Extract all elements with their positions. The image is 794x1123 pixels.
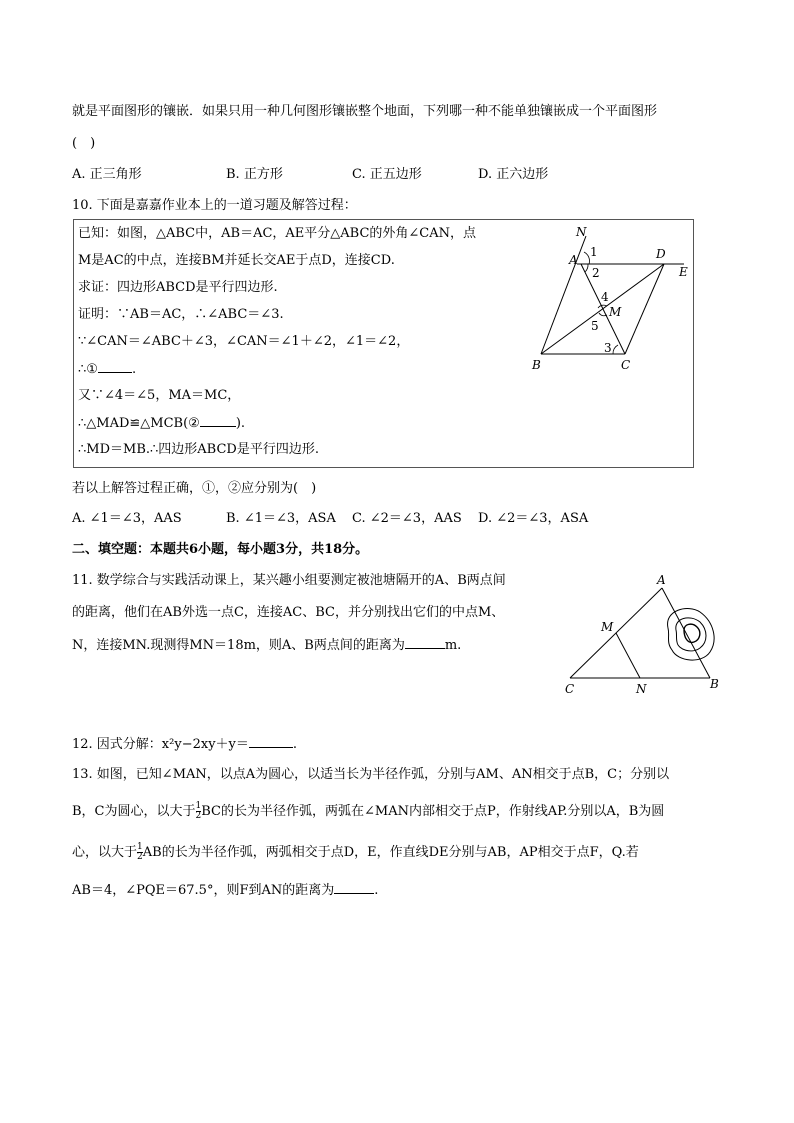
proof-line-4: 证明：∵AB＝AC，∴∠ABC＝∠3. [78, 307, 284, 322]
fig11-label-a: A [657, 573, 666, 587]
q12-blank [249, 735, 293, 748]
q13-line-4 [72, 881, 378, 900]
q13-line-2b: BC的长为半径作弧，两弧在∠MAN内部相交于点P，作射线AP.分别以A，B为圆 [201, 804, 665, 819]
proof-line-6 [78, 360, 136, 379]
proof-line-6-text: ∴① [78, 362, 98, 377]
q13-line-2a: B，C为圆心，以大于 [72, 804, 196, 819]
fig10-label-d: D [656, 247, 666, 261]
q10-options [72, 510, 672, 528]
q13-frac-1-den: 2 [195, 811, 202, 821]
q12-text: 12. 因式分解：x²y−2xy＋y＝ [72, 737, 249, 752]
q11-figure [560, 570, 735, 698]
q13-frac-1-num: 1 [195, 801, 202, 811]
q9-paren: ( ) [72, 136, 96, 151]
q10-intro: 10. 下面是嘉嘉作业本上的一道习题及解答过程： [72, 198, 357, 213]
fig10-label-e: E [679, 265, 688, 279]
fig10-label-b: B [532, 358, 541, 372]
fig10-label-2: 2 [592, 266, 600, 280]
fig11-label-c: C [565, 682, 575, 696]
q11-line-3-text: N，连接MN.现测得MN＝18m，则A、B两点间的距离为 [72, 638, 405, 653]
fig11-label-b: B [710, 677, 719, 691]
q10-question: 若以上解答过程正确，①，②应分别为( ) [72, 481, 317, 496]
proof-line-5: ∵∠CAN＝∠ABC＋∠3，∠CAN＝∠1＋∠2，∠1＝∠2， [78, 334, 410, 349]
fig10-label-5: 5 [591, 319, 599, 333]
blank-2 [200, 414, 236, 427]
q10-option-c: C. ∠2＝∠3，AAS [352, 511, 462, 526]
proof-line-7: 又∵∠4＝∠5，MA＝MC， [78, 388, 241, 403]
q13-frac-2-num: 1 [137, 842, 143, 852]
q9-option-a: A. 正三角形 [72, 167, 142, 182]
fig10-label-1: 1 [590, 245, 598, 259]
proof-line-9: ∴MD＝MB.∴四边形ABCD是平行四边形. [78, 442, 319, 457]
fig10-label-3: 3 [604, 341, 612, 355]
q10-proof-box [73, 219, 694, 468]
q9-options [72, 166, 672, 184]
fig10-label-c: C [621, 358, 631, 372]
fig10-label-n: N [576, 225, 587, 239]
q11-line-2: 的距离，他们在AB外选一点C，连接AC、BC，并分别找出它们的中点M、 [72, 605, 505, 620]
proof-line-1: 已知：如图，△ABC中，AB＝AC，AE平分△ABC的外角∠CAN，点 [78, 226, 477, 241]
q11-line-1: 11. 数学综合与实践活动课上，某兴趣小组要测定被池塘隔开的A、B两点间 [72, 573, 506, 588]
section-2-title: 二、填空题：本题共6小题，每小题3分，共18分。 [72, 542, 369, 557]
proof-line-6-tail: . [131, 362, 137, 377]
proof-line-3: 求证：四边形ABCD是平行四边形. [78, 280, 278, 295]
q9-option-c: C. 正五边形 [352, 167, 422, 182]
proof-line-8-text: ∴△MAD≌△MCB(② [78, 416, 200, 431]
q10-option-d: D. ∠2＝∠3，ASA [478, 511, 589, 526]
q13-blank [334, 881, 374, 894]
q9-option-d: D. 正六边形 [478, 167, 549, 182]
fig11-label-m: M [601, 620, 614, 634]
q13-line-2 [72, 802, 664, 821]
fig10-label-a: A [569, 253, 578, 267]
q11-line-3 [72, 636, 461, 655]
q11-unit: m. [444, 638, 462, 653]
q13-line-4-text: AB＝4，∠PQE＝67.5°，则F到AN的距离为 [72, 883, 335, 898]
q13-line-1: 13. 如图，已知∠MAN，以点A为圆心，以适当长为半径作弧，分别与AM、AN相交于点B，C；分别以 [72, 767, 670, 782]
q13-line-3b: AB的长为半径作弧，两弧相交于点D，E，作直线DE分别与AB，AP相交于点F，Q.若 [142, 845, 639, 860]
proof-line-8 [78, 414, 245, 433]
fig10-label-4: 4 [601, 290, 609, 304]
q10-option-a: A. ∠1＝∠3，AAS [72, 511, 182, 526]
fig11-label-n: N [636, 682, 647, 696]
blank-1 [98, 360, 132, 373]
q13-frac-2-den: 2 [137, 852, 143, 862]
q9-text: 就是平面图形的镶嵌．如果只用一种几何图形镶嵌整个地面，下列哪一种不能单独镶嵌成一个平面图形 [72, 104, 658, 119]
q9-option-b: B. 正方形 [226, 167, 283, 182]
q13-line-3 [72, 843, 639, 862]
q13-tail: . [374, 883, 379, 898]
q10-option-b: B. ∠1＝∠3，ASA [226, 511, 336, 526]
q10-figure [529, 224, 694, 374]
proof-line-8-tail: ). [235, 416, 246, 431]
q11-blank [405, 636, 445, 649]
q13-line-3a: 心，以大于 [72, 845, 138, 860]
proof-line-2: M是AC的中点，连接BM并延长交AE于点D，连接CD. [78, 253, 395, 268]
fig10-label-m: M [609, 305, 622, 319]
q12-tail: . [292, 737, 298, 752]
q12-line [72, 735, 297, 754]
